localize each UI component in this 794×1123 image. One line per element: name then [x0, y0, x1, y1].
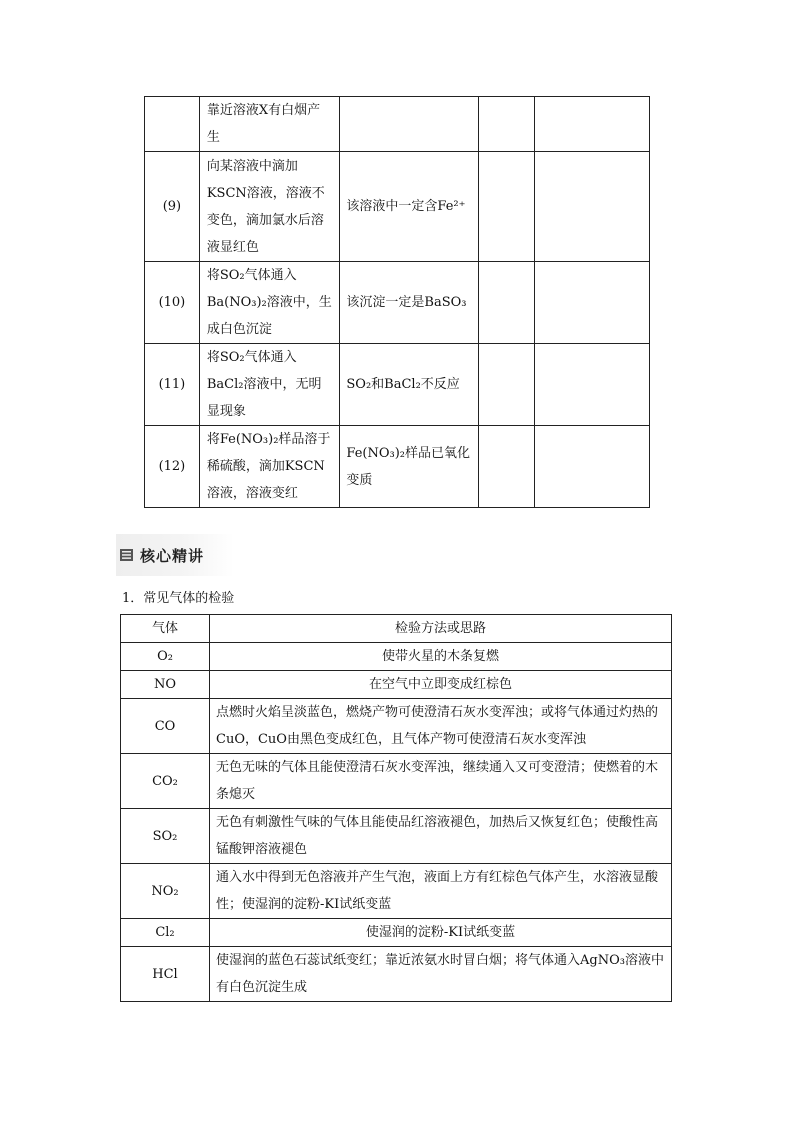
- table-row: [121, 643, 672, 671]
- gas-method: 通入水中得到无色溶液并产生气泡，液面上方有红棕色气体产生，水溶液显酸性；使湿润的淀粉-KI试纸变蓝: [210, 864, 672, 919]
- table-row: [145, 262, 650, 344]
- table-header-row: [121, 615, 672, 643]
- table-row: [121, 699, 672, 754]
- judgement-cell: [478, 344, 534, 426]
- judgement-cell: [478, 262, 534, 344]
- column-header-method: 检验方法或思路: [210, 615, 672, 643]
- table-row: [145, 97, 650, 152]
- judgement-cell: [478, 97, 534, 152]
- gas-method: 在空气中立即变成红棕色: [210, 671, 672, 699]
- judgement-cell: [478, 152, 534, 262]
- conclusion-cell: SO₂和BaCl₂不反应: [340, 344, 479, 426]
- judgement-cell: [478, 426, 534, 508]
- gas-name: CO: [121, 699, 210, 754]
- gas-method: 使带火星的木条复燃: [210, 643, 672, 671]
- row-number: (12): [145, 426, 200, 508]
- table-row: [121, 947, 672, 1002]
- operation-cell: 将Fe(NO₃)₂样品溶于 稀硫酸，滴加KSCN 溶液，溶液变红: [199, 426, 340, 508]
- operation-cell: 将SO₂气体通入 BaCl₂溶液中，无明 显现象: [199, 344, 340, 426]
- conclusion-cell: 该溶液中一定含Fe²⁺: [340, 152, 479, 262]
- explanation-cell: [534, 152, 649, 262]
- table-row: [121, 919, 672, 947]
- row-number: [145, 97, 200, 152]
- sub-heading: 1．常见气体的检验: [122, 591, 235, 606]
- gas-method: 点燃时火焰呈淡蓝色，燃烧产物可使澄清石灰水变浑浊；或将气体通过灼热的CuO，CuO由黑色变成红色，且气体产物可使澄清石灰水变浑浊: [210, 699, 672, 754]
- explanation-cell: [534, 97, 649, 152]
- table-row: [121, 864, 672, 919]
- row-number: (10): [145, 262, 200, 344]
- gas-method: 使湿润的蓝色石蕊试纸变红；靠近浓氨水时冒白烟；将气体通入AgNO₃溶液中有白色沉淀生成: [210, 947, 672, 1002]
- table-row: [121, 754, 672, 809]
- table-row: [121, 809, 672, 864]
- column-header-gas: 气体: [121, 615, 210, 643]
- gas-method: 使湿润的淀粉-KI试纸变蓝: [210, 919, 672, 947]
- conclusion-cell: [340, 97, 479, 152]
- gas-name: NO: [121, 671, 210, 699]
- gas-name: O₂: [121, 643, 210, 671]
- table-row: [121, 671, 672, 699]
- gas-name: HCl: [121, 947, 210, 1002]
- explanation-cell: [534, 344, 649, 426]
- conclusion-cell: Fe(NO₃)₂样品已氧化 变质: [340, 426, 479, 508]
- row-number: (9): [145, 152, 200, 262]
- section-title: 核心精讲: [140, 547, 205, 565]
- experiment-table: [144, 96, 650, 508]
- gas-name: SO₂: [121, 809, 210, 864]
- notebook-icon: [120, 549, 133, 561]
- section-banner: [116, 534, 234, 576]
- operation-cell: 将SO₂气体通入 Ba(NO₃)₂溶液中，生 成白色沉淀: [199, 262, 340, 344]
- conclusion-cell: 该沉淀一定是BaSO₃: [340, 262, 479, 344]
- gas-detection-table: [120, 614, 672, 1002]
- gas-method: 无色无味的气体且能使澄清石灰水变浑浊，继续通入又可变澄清；使燃着的木条熄灭: [210, 754, 672, 809]
- explanation-cell: [534, 262, 649, 344]
- operation-cell: 向某溶液中滴加 KSCN溶液，溶液不 变色，滴加氯水后溶 液显红色: [199, 152, 340, 262]
- gas-name: CO₂: [121, 754, 210, 809]
- table-row: [145, 152, 650, 262]
- row-number: (11): [145, 344, 200, 426]
- table-row: [145, 426, 650, 508]
- operation-cell: 靠近溶液X有白烟产 生: [199, 97, 340, 152]
- explanation-cell: [534, 426, 649, 508]
- gas-method: 无色有刺激性气味的气体且能使品红溶液褪色，加热后又恢复红色；使酸性高锰酸钾溶液褪色: [210, 809, 672, 864]
- gas-name: Cl₂: [121, 919, 210, 947]
- table-row: [145, 344, 650, 426]
- gas-name: NO₂: [121, 864, 210, 919]
